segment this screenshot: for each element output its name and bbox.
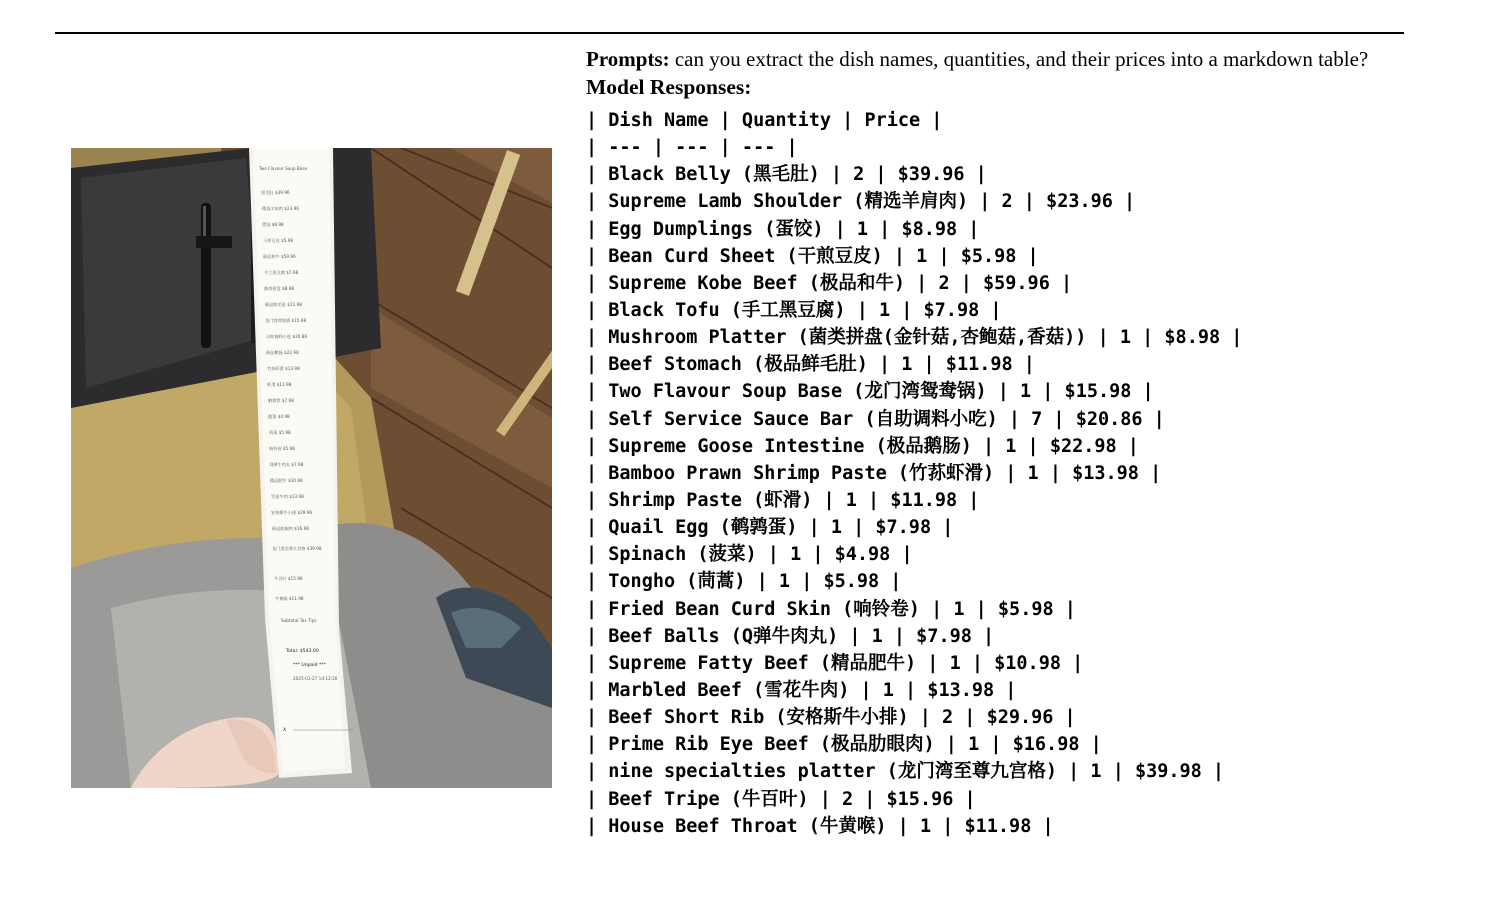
markdown-row: | Spinach (菠菜) | 1 | $4.98 | [586, 544, 913, 566]
svg-text:极品肋眼肉 $16.98: 极品肋眼肉 $16.98 [272, 526, 309, 531]
model-responses-label: Model Responses: [586, 75, 752, 99]
prompt [586, 46, 1406, 72]
markdown-row: | nine specialties platter (龙门湾至尊九宫格) | 1 | $39.98 | [586, 761, 1225, 783]
svg-text:极品鹅肠 $22.98: 极品鹅肠 $22.98 [266, 350, 299, 355]
svg-text:黑毛肚 $39.96: 黑毛肚 $39.96 [261, 190, 290, 195]
response-column [586, 46, 1406, 840]
svg-text:鹌鹑蛋 $7.98: 鹌鹑蛋 $7.98 [268, 398, 294, 403]
receipt-total: Total: $543.00 [286, 649, 319, 654]
markdown-row: | Supreme Goose Intestine (极品鹅肠) | 1 | $22.98 | [586, 435, 1139, 457]
prompt-label: Prompts: [586, 47, 670, 71]
svg-text:雪花牛肉 $13.98: 雪花牛肉 $13.98 [271, 494, 304, 499]
markdown-row: | Mushroom Platter (菌类拼盘(金针菇,杏鲍菇,香菇)) | 1 | $8.98 | [586, 327, 1243, 349]
svg-text:竹荪虾滑 $13.98: 竹荪虾滑 $13.98 [267, 366, 300, 371]
markdown-row: | Beef Stomach (极品鲜毛肚) | 1 | $11.98 | [586, 354, 1035, 376]
markdown-row: | Bamboo Prawn Shrimp Paste (竹荪虾滑) | 1 | $13.98 | [586, 462, 1162, 484]
svg-text:牛黄喉 $11.98: 牛黄喉 $11.98 [275, 596, 304, 601]
svg-text:Two Flavour Soup Base: Two Flavour Soup Base [259, 166, 308, 171]
markdown-row: | Bean Curd Sheet (干煎豆皮) | 1 | $5.98 | [586, 245, 1039, 267]
markdown-row: | Egg Dumplings (蛋饺) | 1 | $8.98 | [586, 218, 980, 240]
svg-text:Subtotal Tax Tips: Subtotal Tax Tips [281, 618, 317, 623]
markdown-row: | Supreme Lamb Shoulder (精选羊肩肉) | 2 | $23.96 | [586, 191, 1136, 213]
svg-text:精品肥牛 $10.98: 精品肥牛 $10.98 [270, 478, 303, 483]
svg-text:虾滑 $11.98: 虾滑 $11.98 [267, 382, 292, 387]
markdown-row: | Two Flavour Soup Base (龙门湾鸳鸯锅) | 1 | $15.98 | [586, 381, 1154, 403]
receipt-signature-x: X [283, 728, 287, 733]
top-rule [55, 32, 1404, 34]
svg-text:Q弹牛肉丸 $7.98: Q弹牛肉丸 $7.98 [270, 462, 304, 467]
markdown-table-response [586, 107, 1406, 840]
svg-text:龙门湾至尊九宫格 $39.98: 龙门湾至尊九宫格 $39.98 [272, 546, 322, 551]
markdown-row: | Supreme Fatty Beef (精品肥牛) | 1 | $10.98 | [586, 652, 1084, 674]
svg-text:手工黑豆腐 $7.98: 手工黑豆腐 $7.98 [264, 270, 299, 275]
markdown-row: | Marbled Beef (雪花牛肉) | 1 | $13.98 | [586, 679, 1017, 701]
markdown-row: | Quail Egg (鹌鹑蛋) | 1 | $7.98 | [586, 517, 954, 539]
svg-text:龙门湾鸳鸯锅 $15.98: 龙门湾鸳鸯锅 $15.98 [265, 318, 307, 323]
markdown-row: | Fried Bean Curd Skin (响铃卷) | 1 | $5.98 | [586, 598, 1076, 620]
svg-text:极品鲜毛肚 $11.98: 极品鲜毛肚 $11.98 [265, 302, 302, 307]
markdown-row: | Tongho (茼蒿) | 1 | $5.98 | [586, 571, 902, 593]
receipt-unpaid: *** Unpaid *** [293, 663, 326, 668]
svg-text:蛋饺 $8.98: 蛋饺 $8.98 [262, 222, 284, 227]
svg-text:牛百叶 $15.96: 牛百叶 $15.96 [274, 576, 303, 581]
svg-text:自助调料小吃 $20.86: 自助调料小吃 $20.86 [266, 334, 308, 339]
markdown-row: | Supreme Kobe Beef (极品和牛) | 2 | $59.96 | [586, 272, 1073, 294]
markdown-row: | Black Tofu (手工黑豆腐) | 1 | $7.98 | [586, 299, 1002, 321]
markdown-separator-row: | --- | --- | --- | [586, 137, 798, 159]
markdown-row: | Beef Tripe (牛百叶) | 2 | $15.96 | [586, 788, 976, 810]
svg-text:极品和牛 $59.96: 极品和牛 $59.96 [263, 254, 296, 259]
markdown-row: | Self Service Sauce Bar (自助调料小吃) | 7 | $20.86 | [586, 408, 1165, 430]
svg-text:安格斯牛小排 $29.96: 安格斯牛小排 $29.96 [271, 510, 313, 515]
svg-text:菌类拼盘 $8.98: 菌类拼盘 $8.98 [264, 286, 295, 291]
markdown-row: | House Beef Throat (牛黄喉) | 1 | $11.98 | [586, 815, 1054, 837]
svg-text:精选羊肩肉 $23.96: 精选羊肩肉 $23.96 [262, 206, 299, 211]
svg-text:干煎豆皮 $5.98: 干煎豆皮 $5.98 [263, 238, 294, 243]
prompt-text: can you extract the dish names, quantities, and their prices into a markdown table? [674, 47, 1369, 71]
receipt-photo [71, 148, 552, 788]
svg-text:茼蒿 $5.98: 茼蒿 $5.98 [269, 430, 291, 435]
markdown-row: | Beef Balls (Q弹牛肉丸) | 1 | $7.98 | [586, 625, 995, 647]
markdown-row: | Prime Rib Eye Beef (极品肋眼肉) | 1 | $16.98 | [586, 734, 1102, 756]
svg-text:响铃卷 $5.98: 响铃卷 $5.98 [269, 446, 295, 451]
markdown-row: | Black Belly (黑毛肚) | 2 | $39.96 | [586, 164, 987, 186]
svg-text:菠菜 $4.98: 菠菜 $4.98 [268, 414, 290, 419]
receipt-datetime: 2025-01-27 14:12:20 [293, 676, 338, 681]
markdown-header-row: | Dish Name | Quantity | Price | [586, 110, 943, 131]
markdown-row: | Shrimp Paste (虾滑) | 1 | $11.98 | [586, 489, 980, 511]
markdown-row: | Beef Short Rib (安格斯牛小排) | 2 | $29.96 | [586, 707, 1076, 729]
